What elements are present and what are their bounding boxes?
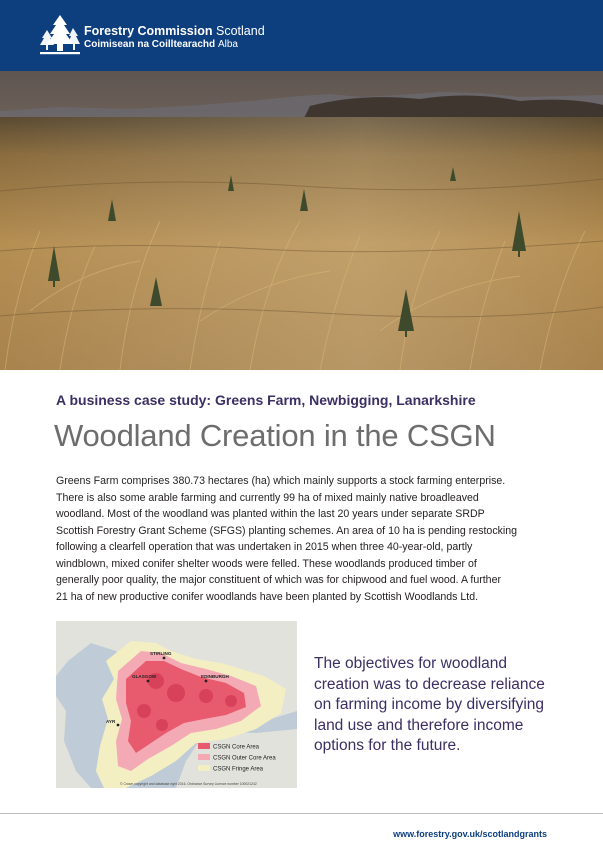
body-line: windblown, mixed conifer shelter woods were felled. These woodlands produced timber of: [56, 557, 477, 570]
org-gaelic-bold: Coimisean na Coilltearachd: [84, 39, 216, 50]
org-name-english: [84, 25, 265, 38]
footer-divider: [0, 813, 603, 814]
case-study-subtitle: A business case study: Greens Farm, Newbigging, Lanarkshire: [56, 392, 476, 408]
map-place-label: GLASGOW: [132, 674, 157, 679]
legend-label: CSGN Core Area: [213, 744, 260, 751]
body-line: woodland. Most of the woodland was planted within the last 20 years under separate SRDP: [56, 508, 485, 520]
pull-quote: [314, 654, 564, 757]
legend-swatch-fringe: [198, 765, 210, 771]
legend-swatch-core: [198, 743, 210, 749]
organisation-name: [84, 25, 265, 51]
quote-line: on farming income by diversifying: [314, 696, 545, 713]
map-place-label: STIRLING: [150, 651, 172, 656]
body-line: There is also some arable farming and currently 99 ha of mixed mainly native broadleaved: [56, 491, 479, 504]
csgn-map: [56, 621, 297, 788]
org-name-gaelic: [84, 38, 265, 51]
quote-line: land use and therefore income: [314, 716, 524, 734]
body-paragraph: [56, 473, 554, 605]
map-place-label: EDINBURGH: [201, 674, 229, 679]
hero-photo: [0, 71, 603, 370]
quote-line: creation was to decrease reliance: [314, 675, 545, 693]
header-bar: [0, 0, 603, 71]
org-gaelic-light: Alba: [217, 39, 238, 50]
org-name-light: Scotland: [216, 24, 265, 38]
map-copyright: © Crown copyright and database right 2016. Ordnance Survey Licence number 100021242: [120, 782, 257, 786]
quote-line: options for the future.: [314, 737, 461, 754]
legend-label: CSGN Fringe Area: [213, 766, 264, 773]
map-place-label: AYR: [106, 719, 116, 724]
tree-logo-icon: [40, 14, 80, 56]
body-line: Greens Farm comprises 380.73 hectares (ha) which mainly supports a stock farming enterprise.: [56, 475, 506, 487]
legend-label: CSGN Outer Core Area: [213, 755, 276, 762]
body-line: generally poor quality, the major constituent of which was for chipwood and fuel wood. A further: [56, 574, 501, 586]
legend-swatch-outer-core: [198, 754, 210, 760]
quote-line: The objectives for woodland: [314, 655, 508, 672]
body-line: Scottish Forestry Grant Scheme (SFGS) planting schemes. An area of 10 ha is pending restocking: [56, 524, 518, 537]
body-line: following a clearfell operation that was undertaken in 2015 when three 40-year-old, partly: [56, 541, 473, 553]
org-name-bold: Forestry Commission: [84, 24, 213, 38]
body-line: 21 ha of new productive conifer woodlands have been planted by Scottish Woodlands Ltd.: [56, 590, 479, 603]
page-title: Woodland Creation in the CSGN: [54, 418, 496, 453]
footer-url-link[interactable]: www.forestry.gov.uk/scotlandgrants: [393, 829, 547, 839]
